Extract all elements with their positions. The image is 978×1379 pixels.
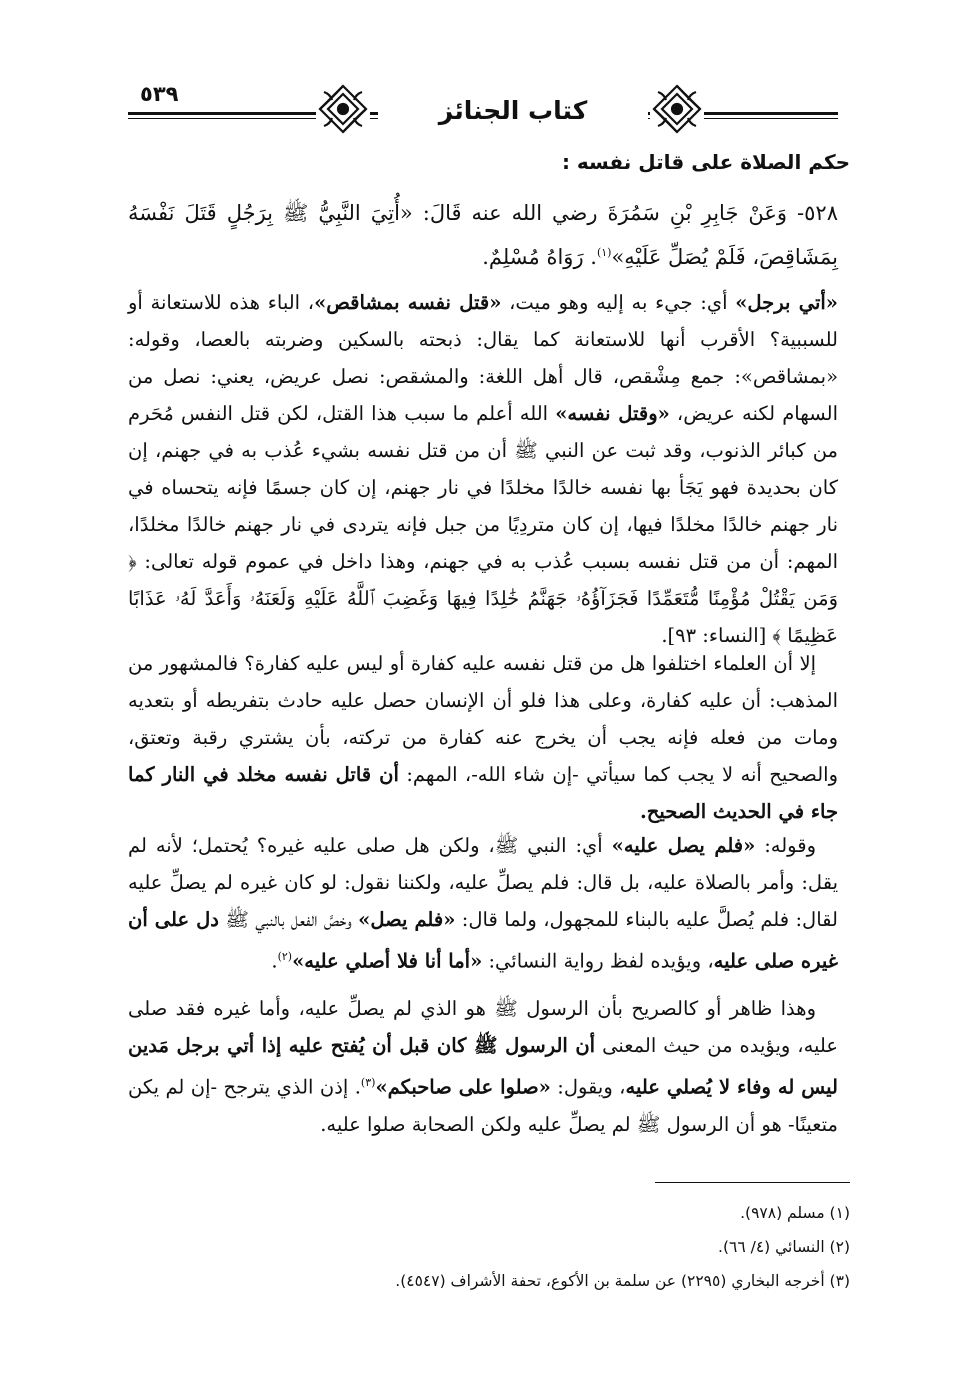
ornament-left-icon	[316, 82, 370, 136]
hadith-source: . رَوَاهُ مُسْلِمٌ.	[482, 245, 597, 269]
footnotes	[140, 1196, 850, 1298]
commentary-paragraph	[128, 645, 838, 830]
quoted-phrase: «أتي برجل»	[735, 291, 838, 314]
emphasized-text: أن قاتل نفسه مخلد في النار كما جاء في الحديث الصحيح.	[128, 763, 838, 823]
quoted-phrase: «فلم يصل»	[358, 908, 456, 931]
quoted-phrase: «أما أنا فلا أصلي عليه»	[292, 949, 483, 973]
paragraph-text: ، الباء هذه للاستعانة أو للسببية؟ الأقرب أنها للاستعانة كما يقال: ذبحته بالسكين وضربته بالعصا، وقوله: «بمشاقص»: جمع مِشْقص، قال أهل اللغة: والمشقص: نصل عريض، يعني: نصل من السهام لكنه عريض،	[128, 291, 838, 425]
section-heading: حكم الصلاة على قاتل نفسه :	[561, 150, 850, 174]
page-header	[128, 82, 838, 142]
paragraph-text: وخصَّ الفعل بالنبي ﷺ	[218, 908, 359, 931]
verse-reference: [النساء: ٩٣].	[661, 624, 773, 647]
quoted-phrase: «وقتل نفسه»	[555, 402, 670, 425]
paragraph-text: إلا أن العلماء اختلفوا هل من قتل نفسه عليه كفارة أو ليس عليه كفارة؟ فالمشهور من المذهب: أن عليه كفارة، وعلى هذا فلو أن الإنسان حصل عليه حادث بتفريطه أو بتعديه ومات من فعله فإنه يجب أن يخرج عنه كفارة من تركته، بأن يشتري رقبة وتعتق، والصحيح أنه لا يجب كما سيأتي -إن شاء الله-، المهم:	[128, 652, 838, 786]
quran-verse: ﴿ وَمَن يَقْتُلْ مُؤْمِنًا مُّتَعَمِّدًا فَجَزَآؤُهُۥ جَهَنَّمُ خَٰلِدًا فِيهَا وَغَضِبَ ٱللَّهُ عَلَيْهِ وَلَعَنَهُۥ وَأَعَدَّ لَهُۥ عَذَابًا عَظِيمًا ﴾	[128, 550, 838, 647]
paragraph-text: ، ويقول:	[550, 1075, 626, 1099]
paragraph-text: أي: جيء به إليه وهو ميت،	[501, 291, 736, 314]
paragraph-text: وقوله:	[755, 834, 816, 857]
footnote-separator	[655, 1182, 850, 1183]
emphasized-text: أن الرسول ﷺ كان قبل أن يُفتح عليه إذا أتي برجل مَدين ليس له وفاء لا يُصلي عليه	[128, 1034, 838, 1099]
footnote-ref[interactable]: (٢)	[277, 950, 293, 963]
paragraph-text: .	[271, 949, 278, 973]
footnote-ref[interactable]: (١)	[596, 246, 612, 259]
paragraph-text: وهذا ظاهر أو كالصريح بأن الرسول ﷺ هو الذي لم يصلِّ عليه، وأما غيره فقد صلى عليه، ويؤيده من حيث المعنى	[128, 997, 838, 1057]
commentary-paragraph	[128, 827, 838, 980]
quoted-phrase: «قتل نفسه بمشاقص»	[314, 291, 502, 314]
footnote-item: (١) مسلم (٩٧٨).	[740, 1204, 850, 1222]
paragraph-text: الله أعلم ما سبب هذا القتل، لكن قتل النفس مُحَرم من كبائر الذنوب، وقد ثبت عن النبي ﷺ أن من قتل نفسه بشيء عُذب به في جهنم، إن كان بحديدة فهو يَجَأ بها نفسه خالدًا مخلدًا في نار جهنم، إن كان جسمًا فإنه يتحساه في نار جهنم خالدًا مخلدًا فيها، إن كان متردِيًا من جبل فإنه يتردى في نار جهنم خالدًا مخلدًا، المهم: أن من قتل نفسه بسبب عُذب به في جهنم، وهذا داخل في عموم قوله تعالى:	[128, 402, 838, 573]
page-number: ٥٣٩	[134, 82, 184, 106]
footnote-ref[interactable]: (٣)	[360, 1076, 376, 1089]
paragraph-text: أي: النبي ﷺ، ولكن هل صلى عليه غيره؟ يُحتمل؛ لأنه لم يقل: وأمر بالصلاة عليه، بل قال: فلم يصلِّ عليه، ولكننا نقول: لو كان غيره لم يصلِّ عليه لقال: فلم يُصلَّ عليه بالبناء للمجهول، ولما قال:	[128, 834, 838, 931]
paragraph-text: ، ويؤيده لفظ رواية النسائي:	[482, 949, 714, 973]
footnote-item: (٣) أخرجه البخاري (٢٢٩٥) عن سلمة بن الأكوع، تحفة الأشراف (٤٥٤٧).	[395, 1272, 850, 1290]
quoted-phrase: «صلوا على صاحبكم»	[375, 1075, 551, 1099]
commentary-paragraph	[128, 990, 838, 1143]
commentary-paragraph	[128, 284, 838, 654]
book-title: كتاب الجنائز	[378, 96, 648, 125]
hadith-text	[128, 193, 838, 277]
ornament-right-icon	[650, 82, 704, 136]
paragraph-text: . إذن الذي يترجح -إن لم يكن متعينًا- هو أن الرسول ﷺ لم يصلِّ عليه ولكن الصحابة صلوا عليه.	[128, 1075, 838, 1136]
footnote-item: (٢) النسائي (٤/ ٦٦).	[718, 1238, 850, 1256]
emphasized-text: دل على أن غيره صلى عليه	[128, 908, 838, 973]
hadith-body: ٥٢٨- وَعَنْ جَابِرِ بْنِ سَمُرَةَ رضي الله عنه قَالَ: «أُتِيَ النَّبِيُّ ﷺ بِرَجُلٍ قَتَلَ نَفْسَهُ بِمَشَاقِصَ، فَلَمْ يُصَلِّ عَلَيْهِ»	[128, 201, 838, 269]
quoted-phrase: «فلم يصل عليه»	[611, 834, 756, 857]
